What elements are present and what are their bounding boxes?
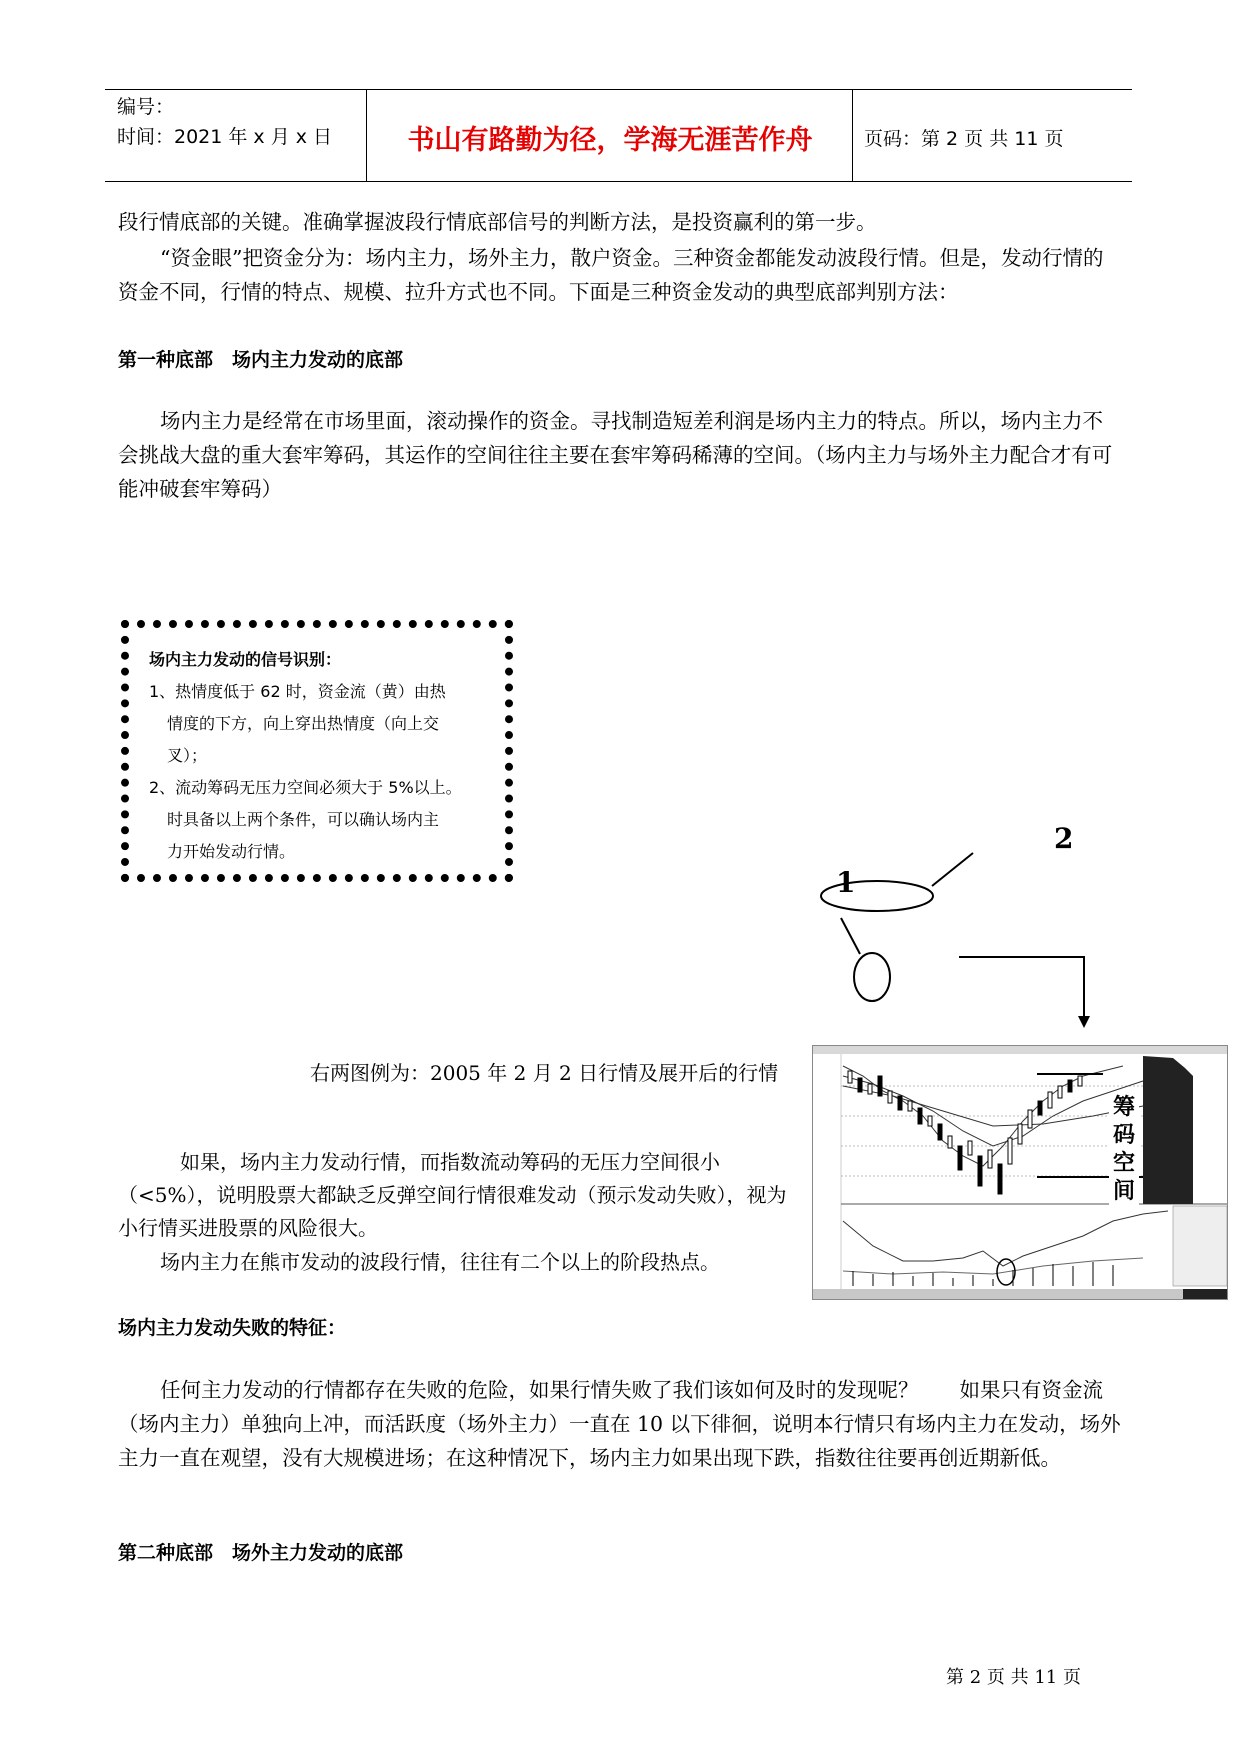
annotation-ellipse-1 <box>854 953 890 1001</box>
paragraph-5: 场内主力在熊市发动的波段行情，往往有二个以上的阶段热点。 <box>160 1250 720 1274</box>
signal-item-2a: 2、流动筹码无压力空间必须大于 5%以上。 <box>149 778 462 797</box>
header-page-label: 页码：第 2 页 共 11 页 <box>864 128 1064 150</box>
chip-space-char-2: 码 <box>1112 1123 1135 1148</box>
annotation-arrow <box>959 957 1084 1020</box>
chart-caption: 右两图例为：2005 年 2 月 2 日行情及展开后的行情 <box>310 1061 779 1085</box>
annotation-label-2: 2 <box>1054 822 1074 855</box>
signal-item-2c: 力开始发动行情。 <box>167 842 296 861</box>
stock-chart-figure <box>812 1045 1228 1300</box>
chip-space-char-4: 间 <box>1112 1179 1135 1204</box>
footer-page-number: 第 2 页 共 11 页 <box>946 1667 1081 1688</box>
signal-item-1b: 情度的下方，向上穿出热情度（向上交 <box>167 714 440 733</box>
paragraph-2: “资金眼”把资金分为：场内主力，场外主力，散户资金。三种资金都能发动波段行情。但是，发动行情的资金不同，行情的特点、规模、拉升方式也不同。下面是三种资金发动的典型底部判别方法： <box>118 246 1104 304</box>
doc-time-label: 时间：2021 年 x 月 x 日 <box>117 126 333 148</box>
header-divider-left <box>366 89 367 182</box>
chip-space-label <box>1109 1094 1139 1206</box>
paragraph-6: 任何主力发动的行情都存在失败的危险，如果行情失败了我们该如何及时的发现呢？ 如果只有资金流（场内主力）单独向上冲，而活跃度（场外主力）一直在 10 以下徘徊，说明本行情只有场内主力在发动，场外主力一直在观望，没有大规模进场；在这种情况下，场内主力如果出现下跌，指数往往要再创近期新低。 <box>118 1378 1121 1470</box>
header-bottom-rule <box>105 181 1132 182</box>
annotation-leader-2 <box>932 853 973 886</box>
chip-space-char-3: 空 <box>1112 1151 1135 1176</box>
stock-chart-svg <box>813 1046 1227 1299</box>
chip-space-char-1: 筹 <box>1112 1095 1135 1120</box>
doc-number-label: 编号： <box>117 96 175 118</box>
header-motto: 书山有路勤为径，学海无涯苦作舟 <box>407 125 813 156</box>
paragraph-4: 如果，场内主力发动行情，而指数流动筹码的无压力空间很小（<5%），说明股票大都缺乏反弹空间行情很难发动（预示发动失败），视为小行情买进股票的风险很大。 <box>118 1150 787 1240</box>
signal-box-title: 场内主力发动的信号识别： <box>149 650 342 669</box>
annotation-leader-1 <box>841 918 860 954</box>
heading-failure-features: 场内主力发动失败的特征： <box>118 1317 347 1339</box>
annotation-arrowhead <box>1078 1016 1090 1028</box>
annotation-label-1: 1 <box>836 866 856 899</box>
signal-box <box>149 644 489 868</box>
paragraph-1: 段行情底部的关键。准确掌握波段行情底部信号的判断方法，是投资赢利的第一步。 <box>118 210 877 234</box>
header-divider-right <box>852 89 853 182</box>
heading-second-bottom: 第二种底部 场外主力发动的底部 <box>118 1542 404 1564</box>
heading-first-bottom: 第一种底部 场内主力发动的底部 <box>118 349 404 371</box>
signal-item-1a: 1、热情度低于 62 时，资金流（黄）由热 <box>149 682 446 701</box>
signal-item-1c: 叉）； <box>167 746 208 765</box>
signal-item-2b: 时具备以上两个条件，可以确认场内主 <box>167 810 440 829</box>
header-top-rule <box>105 89 1132 90</box>
paragraph-3: 场内主力是经常在市场里面，滚动操作的资金。寻找制造短差利润是场内主力的特点。所以，场内主力不会挑战大盘的重大套牢筹码，其运作的空间往往主要在套牢筹码稀薄的空间。（场内主力与场外主力配合才有可能冲破套牢筹码） <box>118 409 1113 501</box>
header-left <box>117 92 332 152</box>
